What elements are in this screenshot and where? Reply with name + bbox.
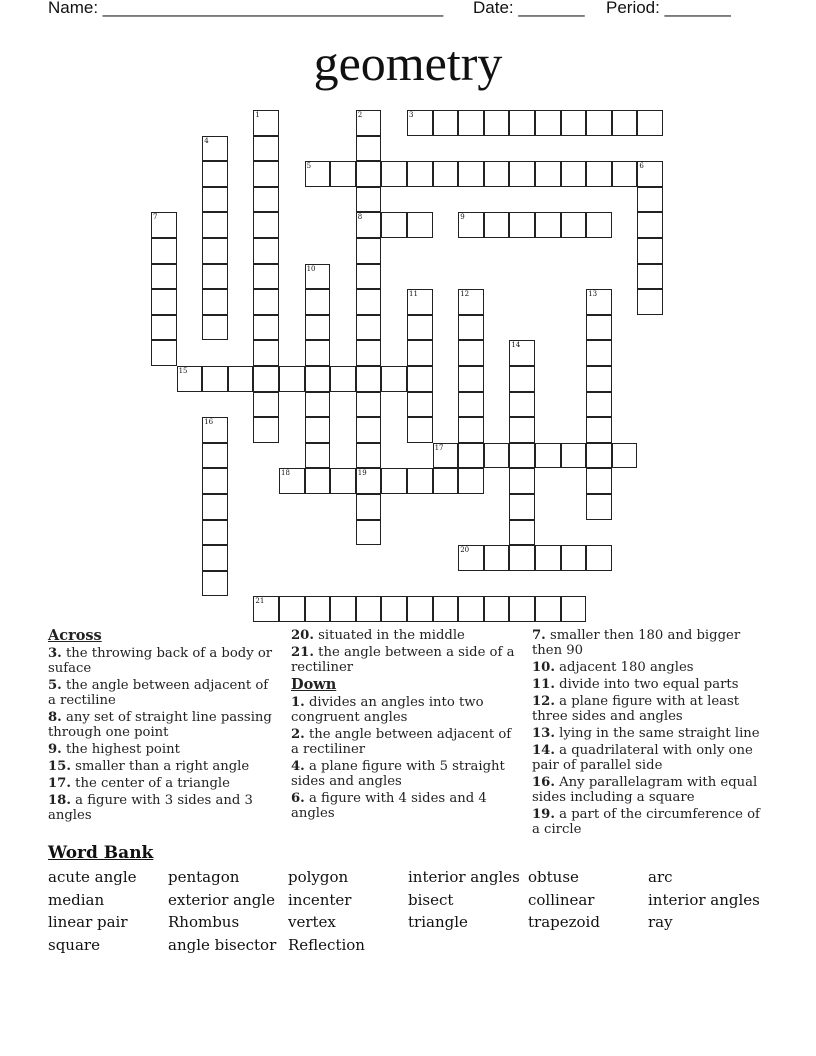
word-bank-item: interior angles [408, 868, 520, 886]
crossword-cell[interactable] [612, 443, 638, 469]
crossword-cell[interactable] [586, 315, 612, 341]
clue-number: 9 [460, 213, 465, 222]
crossword-cell[interactable] [228, 366, 254, 392]
crossword-cell[interactable] [458, 212, 484, 238]
crossword-cell[interactable] [586, 340, 612, 366]
clue-text: lying in the same straight line [559, 726, 760, 741]
crossword-cell[interactable] [356, 238, 382, 264]
clue-text: the throwing back of a body or suface [48, 646, 273, 676]
clue-number-label: 18. [48, 793, 71, 808]
name-field-label: Name: ____________________________________ [48, 0, 444, 17]
crossword-cell[interactable] [356, 340, 382, 366]
crossword-cell[interactable] [356, 136, 382, 162]
crossword-cell[interactable] [202, 417, 228, 443]
clue-text: the angle between a side of a rectiliner [291, 645, 515, 675]
clue-number-label: 11. [532, 677, 555, 692]
crossword-cell[interactable] [253, 289, 279, 315]
crossword-cell[interactable] [637, 161, 663, 187]
word-bank-item: linear pair [48, 913, 128, 931]
crossword-cell[interactable] [253, 110, 279, 136]
down-clue [532, 628, 767, 658]
crossword-cell[interactable] [202, 238, 228, 264]
clue-number: 16 [204, 418, 214, 427]
crossword-cell[interactable] [561, 443, 587, 469]
down-clue [291, 791, 521, 821]
clue-number-label: 9. [48, 742, 62, 757]
date-field-label: Date: _______ [473, 0, 585, 17]
down-clue [532, 726, 767, 741]
crossword-cell[interactable] [253, 417, 279, 443]
crossword-cell[interactable] [458, 596, 484, 622]
across-clue [48, 646, 278, 676]
down-clue [532, 807, 767, 837]
crossword-cell[interactable] [586, 468, 612, 494]
crossword-cell[interactable] [458, 443, 484, 469]
word-bank-item: vertex [288, 913, 336, 931]
clue-text: a plane figure with at least three sides and angles [532, 694, 740, 724]
clue-number-label: 21. [291, 645, 314, 660]
word-bank-item: trapezoid [528, 913, 600, 931]
page-title: geometry [313, 35, 503, 91]
crossword-cell[interactable] [253, 136, 279, 162]
crossword-cell[interactable] [458, 545, 484, 571]
down-clue [532, 694, 767, 724]
word-bank-item: median [48, 890, 105, 909]
clue-number: 13 [588, 290, 598, 299]
across-clue [291, 645, 521, 675]
across-clue [48, 776, 278, 791]
crossword-cell[interactable] [305, 315, 331, 341]
crossword-cell[interactable] [586, 494, 612, 520]
crossword-cell[interactable] [202, 161, 228, 187]
word-bank-item: incenter [288, 890, 352, 909]
across-clue [48, 742, 278, 757]
clue-number: 12 [460, 290, 470, 299]
crossword-cell[interactable] [202, 187, 228, 213]
clue-number: 21 [255, 597, 265, 606]
crossword-cell[interactable] [151, 264, 177, 290]
crossword-cell[interactable] [356, 264, 382, 290]
crossword-cell[interactable] [356, 187, 382, 213]
word-bank-item: pentagon [168, 868, 240, 886]
clue-text: Any parallelagram with equal sides including a square [532, 775, 758, 805]
down-clue [532, 677, 767, 692]
clue-number: 4 [204, 136, 209, 145]
clue-number: 3 [409, 111, 414, 119]
clue-text: the angle between adjacent of a rectiline [48, 678, 269, 708]
word-bank-item: triangle [408, 913, 468, 931]
clue-number: 2 [357, 111, 363, 119]
clues-column-3 [532, 628, 767, 839]
crossword-cell[interactable] [381, 468, 407, 494]
crossword-cell[interactable] [202, 315, 228, 341]
across-clue [48, 759, 278, 774]
clue-number-label: 12. [532, 694, 555, 709]
clue-number-label: 6. [291, 791, 305, 806]
clues-column-1 [48, 628, 278, 825]
down-clue [532, 775, 767, 805]
across-clue [291, 628, 521, 643]
crossword-cell[interactable] [561, 212, 587, 238]
crossword-cell[interactable] [356, 392, 382, 418]
crossword-cell[interactable] [509, 596, 535, 622]
clue-number-label: 10. [532, 660, 555, 675]
crossword-cell[interactable] [561, 110, 587, 136]
crossword-cell[interactable] [407, 417, 433, 443]
crossword-cell[interactable] [484, 545, 510, 571]
crossword-cell[interactable] [253, 161, 279, 187]
crossword-cell[interactable] [458, 392, 484, 418]
down-clue [291, 727, 521, 757]
word-bank [48, 868, 788, 955]
crossword-cell[interactable] [356, 520, 382, 546]
clue-number: 14 [511, 341, 521, 350]
crossword-cell[interactable] [305, 417, 331, 443]
crossword-cell[interactable] [381, 212, 407, 238]
crossword-cell[interactable] [612, 161, 638, 187]
word-bank-item: exterior angle [168, 890, 276, 909]
clue-text: smaller then 180 and bigger then 90 [532, 628, 741, 658]
crossword-cell[interactable] [202, 366, 228, 392]
clue-number: 18 [281, 469, 290, 478]
crossword-cell[interactable] [202, 289, 228, 315]
clue-number-label: 16. [532, 775, 555, 790]
clue-text: divides an angles into two congruent angles [291, 695, 484, 725]
crossword-cell[interactable] [330, 366, 356, 392]
crossword-cell[interactable] [305, 264, 331, 290]
crossword-cell[interactable] [586, 392, 612, 418]
crossword-cell[interactable] [561, 596, 587, 622]
clue-text: a quadrilateral with only one pair of parallel side [532, 743, 753, 773]
across-clue [48, 793, 278, 823]
crossword-cell[interactable] [202, 520, 228, 546]
crossword-cell[interactable] [279, 366, 305, 392]
crossword-cell[interactable] [356, 366, 382, 392]
crossword-cell[interactable] [407, 315, 433, 341]
crossword-cell[interactable] [535, 161, 561, 187]
crossword-cell[interactable] [356, 494, 382, 520]
crossword-cell[interactable] [381, 596, 407, 622]
crossword-cell[interactable] [253, 315, 279, 341]
crossword-cell[interactable] [433, 443, 459, 469]
crossword-cell[interactable] [202, 212, 228, 238]
word-bank-item: interior angles [648, 890, 760, 909]
crossword-cell[interactable] [458, 110, 484, 136]
crossword-cell[interactable] [407, 110, 433, 136]
crossword-cell[interactable] [509, 417, 535, 443]
crossword-cell[interactable] [637, 238, 663, 264]
clues-column-2 [291, 628, 521, 823]
crossword-cell[interactable] [330, 468, 356, 494]
crossword-cell[interactable] [356, 417, 382, 443]
word-bank-item: obtuse [528, 868, 579, 886]
down-clue [291, 695, 521, 725]
clue-text: a plane figure with 5 straight sides and angles [291, 759, 505, 789]
crossword-cell[interactable] [305, 289, 331, 315]
word-bank-item: acute angle [48, 868, 137, 886]
crossword-cell[interactable] [509, 520, 535, 546]
crossword-cell[interactable] [535, 212, 561, 238]
across-clue [48, 710, 278, 740]
crossword-cell[interactable] [356, 161, 382, 187]
crossword-cell[interactable] [586, 443, 612, 469]
clue-number: 1 [255, 111, 260, 119]
crossword-cell[interactable] [305, 161, 331, 187]
period-field-label: Period: _______ [606, 0, 731, 17]
crossword-cell[interactable] [561, 161, 587, 187]
crossword-cell[interactable] [637, 110, 663, 136]
clue-number: 6 [639, 162, 644, 171]
word-bank-item: bisect [408, 890, 454, 909]
clue-number-label: 14. [532, 743, 555, 758]
crossword-cell[interactable] [151, 238, 177, 264]
clue-number: 15 [178, 367, 188, 375]
clue-text: the highest point [65, 742, 180, 757]
clue-number: 19 [357, 469, 367, 478]
crossword-cell[interactable] [458, 289, 484, 315]
crossword-cell[interactable] [305, 443, 331, 469]
crossword-cell[interactable] [586, 212, 612, 238]
clue-text: the angle between adjacent of a rectiliner [291, 727, 512, 757]
across-heading: Across [48, 627, 102, 644]
crossword-cell[interactable] [484, 596, 510, 622]
clue-text: adjacent 180 angles [559, 660, 694, 675]
clue-number: 17 [434, 443, 444, 452]
crossword-cell[interactable] [151, 340, 177, 366]
word-bank-item: Reflection [288, 935, 365, 954]
word-bank-item: ray [648, 913, 673, 931]
across-clue [48, 678, 278, 708]
clue-number-label: 7. [532, 628, 546, 643]
crossword-cell[interactable] [433, 161, 459, 187]
clue-number: 5 [306, 162, 312, 171]
down-clue [532, 660, 767, 675]
crossword-cell[interactable] [509, 110, 535, 136]
crossword-cell[interactable] [407, 340, 433, 366]
crossword-cell[interactable] [253, 366, 279, 392]
crossword-cell[interactable] [330, 161, 356, 187]
clue-number-label: 4. [291, 759, 305, 774]
clue-text: the center of a triangle [75, 776, 230, 791]
crossword-cell[interactable] [279, 596, 305, 622]
word-bank-item: polygon [288, 868, 349, 886]
crossword-cell[interactable] [637, 212, 663, 238]
crossword-cell[interactable] [586, 366, 612, 392]
crossword-cell[interactable] [356, 596, 382, 622]
crossword-cell[interactable] [253, 212, 279, 238]
crossword-cell[interactable] [509, 392, 535, 418]
crossword-cell[interactable] [202, 264, 228, 290]
crossword-cell[interactable] [433, 110, 459, 136]
crossword-cell[interactable] [586, 417, 612, 443]
crossword-cell[interactable] [586, 545, 612, 571]
crossword-cell[interactable] [253, 340, 279, 366]
crossword-cell[interactable] [484, 212, 510, 238]
clue-number-label: 2. [291, 727, 305, 742]
clue-number: 20 [460, 546, 470, 555]
crossword-cell[interactable] [202, 545, 228, 571]
clue-number: 11 [409, 290, 418, 299]
crossword-cell[interactable] [612, 110, 638, 136]
crossword-cell[interactable] [637, 187, 663, 213]
crossword-cell[interactable] [151, 315, 177, 341]
crossword-cell[interactable] [433, 596, 459, 622]
clue-text: situated in the middle [318, 628, 465, 643]
crossword-cell[interactable] [253, 187, 279, 213]
crossword-cell[interactable] [586, 161, 612, 187]
crossword-cell[interactable] [509, 366, 535, 392]
crossword-cell[interactable] [458, 340, 484, 366]
word-bank-title: Word Bank [48, 843, 154, 863]
clue-number-label: 5. [48, 678, 62, 693]
clue-number: 7 [153, 213, 158, 222]
crossword-cell[interactable] [458, 468, 484, 494]
crossword-cell[interactable] [586, 110, 612, 136]
crossword-cell[interactable] [202, 571, 228, 597]
crossword-cell[interactable] [151, 212, 177, 238]
crossword-cell[interactable] [407, 289, 433, 315]
crossword-grid [151, 110, 671, 630]
clue-number-label: 15. [48, 759, 71, 774]
crossword-cell[interactable] [407, 392, 433, 418]
clue-number: 8 [357, 213, 363, 222]
clue-number-label: 19. [532, 807, 555, 822]
word-bank-item: Rhombus [168, 913, 240, 931]
crossword-cell[interactable] [305, 596, 331, 622]
clue-number-label: 13. [532, 726, 555, 741]
word-bank-item: square [48, 935, 100, 954]
crossword-cell[interactable] [356, 289, 382, 315]
crossword-cell[interactable] [381, 366, 407, 392]
crossword-cell[interactable] [535, 545, 561, 571]
word-bank-item: arc [648, 868, 673, 886]
crossword-cell[interactable] [509, 545, 535, 571]
crossword-cell[interactable] [177, 366, 203, 392]
crossword-cell[interactable] [509, 161, 535, 187]
clue-number-label: 20. [291, 628, 314, 643]
crossword-cell[interactable] [202, 494, 228, 520]
crossword-cell[interactable] [151, 289, 177, 315]
clue-text: a part of the circumference of a circle [532, 807, 760, 837]
crossword-cell[interactable] [305, 340, 331, 366]
word-bank-item: angle bisector [168, 935, 277, 954]
crossword-cell[interactable] [509, 468, 535, 494]
crossword-cell[interactable] [202, 136, 228, 162]
crossword-cell[interactable] [407, 596, 433, 622]
crossword-cell[interactable] [458, 366, 484, 392]
crossword-cell[interactable] [279, 468, 305, 494]
crossword-cell[interactable] [509, 443, 535, 469]
clue-text: a figure with 4 sides and 4 angles [291, 791, 487, 821]
crossword-cell[interactable] [535, 110, 561, 136]
crossword-cell[interactable] [484, 110, 510, 136]
crossword-cell[interactable] [253, 596, 279, 622]
crossword-cell[interactable] [253, 264, 279, 290]
crossword-cell[interactable] [305, 392, 331, 418]
crossword-cell[interactable] [458, 315, 484, 341]
crossword-cell[interactable] [509, 340, 535, 366]
crossword-cell[interactable] [433, 468, 459, 494]
crossword-cell[interactable] [381, 161, 407, 187]
clue-text: divide into two equal parts [559, 677, 739, 692]
crossword-cell[interactable] [407, 212, 433, 238]
crossword-cell[interactable] [407, 468, 433, 494]
crossword-cell[interactable] [356, 110, 382, 136]
crossword-cell[interactable] [484, 443, 510, 469]
crossword-cell[interactable] [305, 366, 331, 392]
crossword-cell[interactable] [458, 417, 484, 443]
clue-text: smaller than a right angle [75, 759, 250, 774]
crossword-cell[interactable] [356, 315, 382, 341]
clue-number-label: 17. [48, 776, 71, 791]
crossword-cell[interactable] [253, 392, 279, 418]
clue-text: a figure with 3 sides and 3 angles [48, 793, 253, 823]
crossword-cell[interactable] [509, 494, 535, 520]
crossword-cell[interactable] [561, 545, 587, 571]
crossword-cell[interactable] [509, 212, 535, 238]
crossword-cell[interactable] [305, 468, 331, 494]
down-clue [532, 743, 767, 773]
down-heading: Down [291, 676, 337, 693]
clue-number-label: 3. [48, 646, 62, 661]
clue-text: any set of straight line passing through one point [48, 710, 272, 740]
crossword-cell[interactable] [202, 443, 228, 469]
clue-number-label: 1. [291, 695, 305, 710]
word-bank-item: collinear [528, 890, 595, 909]
crossword-cell[interactable] [484, 161, 510, 187]
crossword-cell[interactable] [407, 366, 433, 392]
crossword-cell[interactable] [202, 468, 228, 494]
crossword-cell[interactable] [637, 264, 663, 290]
crossword-cell[interactable] [407, 161, 433, 187]
crossword-cell[interactable] [330, 596, 356, 622]
crossword-cell[interactable] [637, 289, 663, 315]
crossword-cell[interactable] [535, 443, 561, 469]
clue-number: 10 [306, 264, 316, 273]
crossword-cell[interactable] [253, 238, 279, 264]
crossword-cell[interactable] [458, 161, 484, 187]
crossword-cell[interactable] [535, 596, 561, 622]
clue-number-label: 8. [48, 710, 62, 725]
crossword-cell[interactable] [356, 468, 382, 494]
crossword-cell[interactable] [586, 289, 612, 315]
down-clue [291, 759, 521, 789]
crossword-cell[interactable] [356, 443, 382, 469]
crossword-cell[interactable] [356, 212, 382, 238]
